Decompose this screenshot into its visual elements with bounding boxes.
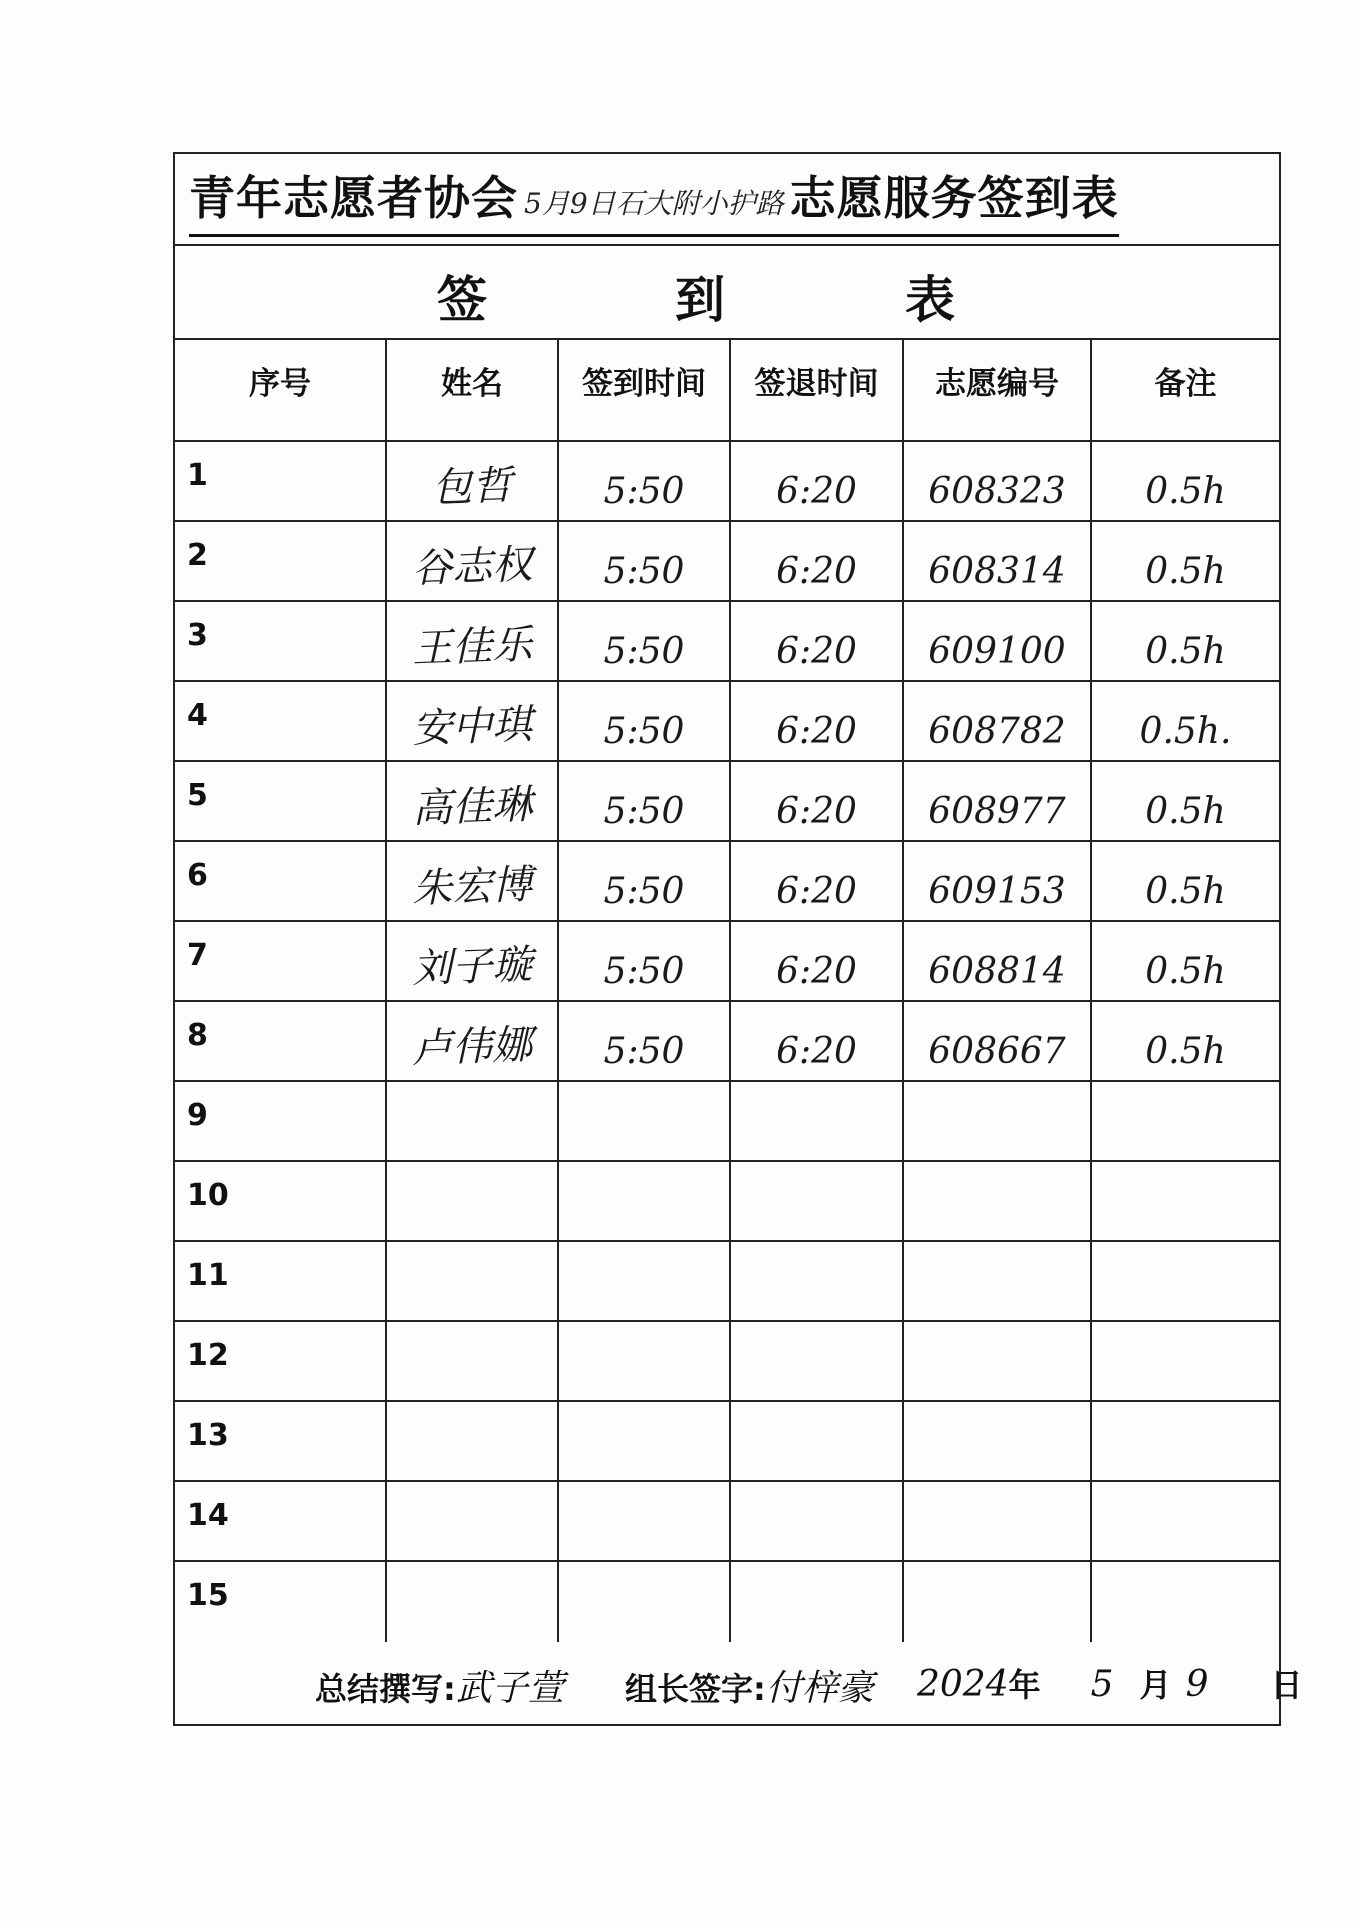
- table-cell-col-note: [1092, 602, 1279, 682]
- table-cell-col-volunteer-id: [904, 682, 1092, 762]
- row-number: 11: [187, 1258, 229, 1293]
- table-cell-col-volunteer-id: [904, 602, 1092, 682]
- table-cell-col-note: [1092, 1242, 1279, 1322]
- sign-out-value: 6:20: [776, 711, 857, 752]
- table-cell-col-sign-out: [731, 442, 904, 522]
- table-cell-col-index: [175, 1162, 387, 1242]
- volunteer-name: 安中琪: [411, 701, 533, 753]
- row-number: 14: [187, 1498, 229, 1533]
- table-cell-col-index: [175, 522, 387, 602]
- table-cell-col-name: [387, 922, 559, 1002]
- table-cell-col-note: [1092, 1002, 1279, 1082]
- volunteer-name: 卢伟娜: [411, 1021, 533, 1073]
- table-cell-col-sign-in: [559, 1322, 731, 1402]
- leader-label: 组长签字:: [625, 1670, 766, 1708]
- sign-in-value: 5:50: [603, 551, 685, 592]
- table-cell-col-sign-out: [731, 762, 904, 842]
- table-cell-col-sign-out: [731, 1002, 904, 1082]
- note-value: 0.5h.: [1139, 711, 1232, 752]
- table-cell-col-note: [1092, 1562, 1279, 1642]
- table-cell-col-note: [1092, 1482, 1279, 1562]
- table-cell-col-note: [1092, 842, 1279, 922]
- volunteer-name: [387, 1549, 557, 1555]
- title-row: [175, 154, 1279, 246]
- volunteer-name: 王佳乐: [411, 621, 533, 673]
- table-cell-col-note: [1092, 922, 1279, 1002]
- table-cell-col-name: [387, 1482, 559, 1562]
- note-value: 0.5h: [1145, 951, 1226, 992]
- sign-in-value: 5:50: [603, 471, 685, 512]
- volunteer-id-value: 609153: [928, 871, 1066, 912]
- title-org: 青年志愿者协会: [189, 171, 518, 225]
- table-cell-col-index: [175, 762, 387, 842]
- table-cell-col-sign-in: [559, 922, 731, 1002]
- table-cell-col-sign-in: [559, 1002, 731, 1082]
- sign-in-value: 5:50: [603, 871, 685, 912]
- table-cell-col-note: [1092, 1322, 1279, 1402]
- table-cell-col-volunteer-id: [904, 522, 1092, 602]
- table-cell-col-name: [387, 842, 559, 922]
- note-value: 0.5h: [1145, 791, 1226, 832]
- table-cell-col-sign-out: [731, 922, 904, 1002]
- table-cell-col-volunteer-id: [904, 1082, 1092, 1162]
- date-year: 2024: [917, 1664, 1009, 1705]
- table-cell-col-sign-in: [559, 602, 731, 682]
- sign-in-value: 5:50: [603, 951, 685, 992]
- row-number: 10: [187, 1178, 229, 1213]
- row-number: 2: [187, 538, 208, 573]
- table-cell-col-sign-out: [731, 1402, 904, 1482]
- table-cell-col-sign-in: [559, 1402, 731, 1482]
- volunteer-id-value: 609100: [928, 631, 1066, 672]
- subtitle-row: [175, 246, 1279, 340]
- table-cell-col-name: [387, 682, 559, 762]
- footer-row: [175, 1638, 1303, 1724]
- sign-in-value: 5:50: [603, 711, 685, 752]
- table-cell-col-volunteer-id: [904, 1562, 1092, 1642]
- row-number: 13: [187, 1418, 229, 1453]
- header-col-volunteer-id: [904, 340, 1092, 442]
- volunteer-name: [387, 1309, 557, 1315]
- header-col-index: [175, 340, 387, 442]
- sign-out-value: 6:20: [776, 631, 857, 672]
- subtitle-char: 签: [437, 271, 487, 329]
- table-cell-col-name: [387, 1402, 559, 1482]
- leader-sign: [625, 1660, 874, 1711]
- table-cell-col-volunteer-id: [904, 842, 1092, 922]
- table-cell-col-sign-out: [731, 1242, 904, 1322]
- column-header: 备注: [1154, 366, 1217, 402]
- table-cell-col-name: [387, 762, 559, 842]
- table-cell-col-note: [1092, 1082, 1279, 1162]
- row-number: 3: [187, 618, 208, 653]
- table-cell-col-sign-in: [559, 682, 731, 762]
- header-col-name: [387, 340, 559, 442]
- date-month-char: 月: [1139, 1666, 1172, 1704]
- table-cell-col-sign-in: [559, 1242, 731, 1322]
- volunteer-name: 谷志权: [411, 541, 533, 593]
- table-cell-col-name: [387, 1322, 559, 1402]
- table-cell-col-index: [175, 1002, 387, 1082]
- table-cell-col-name: [387, 442, 559, 522]
- date-day-char: 日: [1270, 1666, 1303, 1704]
- column-header: 姓名: [441, 366, 503, 402]
- table-cell-col-volunteer-id: [904, 1242, 1092, 1322]
- table-cell-col-sign-in: [559, 1162, 731, 1242]
- table-cell-col-note: [1092, 1402, 1279, 1482]
- volunteer-name: [387, 1469, 557, 1475]
- table-cell-col-sign-out: [731, 1562, 904, 1642]
- note-value: 0.5h: [1145, 871, 1226, 912]
- table-cell-col-sign-in: [559, 522, 731, 602]
- volunteer-name: 包哲: [431, 462, 513, 512]
- row-number: 12: [187, 1338, 229, 1373]
- column-header: 志愿编号: [935, 366, 1059, 402]
- date-month: 5: [1090, 1664, 1114, 1705]
- table-cell-col-sign-out: [731, 1482, 904, 1562]
- table-cell-col-volunteer-id: [904, 1322, 1092, 1402]
- table-cell-col-sign-out: [731, 1082, 904, 1162]
- table-cell-col-index: [175, 922, 387, 1002]
- table-cell-col-sign-in: [559, 1082, 731, 1162]
- table-cell-col-note: [1092, 682, 1279, 762]
- table-cell-col-index: [175, 1562, 387, 1642]
- table-cell-col-name: [387, 522, 559, 602]
- summary-label: 总结撰写:: [315, 1670, 456, 1708]
- column-header: 签退时间: [754, 366, 879, 402]
- volunteer-id-value: 608977: [928, 791, 1066, 832]
- table-cell-col-volunteer-id: [904, 1402, 1092, 1482]
- header-col-sign-in: [559, 340, 731, 442]
- volunteer-id-value: 608314: [928, 551, 1066, 592]
- note-value: 0.5h: [1145, 551, 1226, 592]
- sign-out-value: 6:20: [776, 471, 857, 512]
- table-cell-col-volunteer-id: [904, 922, 1092, 1002]
- table-cell-col-volunteer-id: [904, 762, 1092, 842]
- table-cell-col-sign-out: [731, 682, 904, 762]
- sign-out-value: 6:20: [776, 951, 857, 992]
- table-cell-col-index: [175, 1482, 387, 1562]
- date: [917, 1660, 1302, 1706]
- sign-in-sheet: [173, 152, 1303, 1726]
- volunteer-name: [387, 1149, 557, 1155]
- table-cell-col-index: [175, 1082, 387, 1162]
- volunteer-name: 朱宏博: [411, 861, 533, 913]
- table-cell-col-index: [175, 1242, 387, 1322]
- table-cell-col-name: [387, 1242, 559, 1322]
- table-cell-col-note: [1092, 762, 1279, 842]
- subtitle-char: 表: [905, 271, 955, 329]
- table-cell-col-sign-out: [731, 1162, 904, 1242]
- table-cell-col-name: [387, 1562, 559, 1642]
- table-cell-col-index: [175, 842, 387, 922]
- sign-out-value: 6:20: [776, 1031, 857, 1072]
- row-number: 9: [187, 1098, 208, 1133]
- table-cell-col-sign-in: [559, 842, 731, 922]
- note-value: 0.5h: [1145, 471, 1226, 512]
- header-col-note: [1092, 340, 1279, 442]
- table-cell-col-sign-out: [731, 602, 904, 682]
- table-cell-col-volunteer-id: [904, 1002, 1092, 1082]
- table-cell-col-sign-out: [731, 842, 904, 922]
- row-number: 6: [187, 858, 208, 893]
- table-cell-col-sign-in: [559, 1482, 731, 1562]
- volunteer-id-value: 608323: [928, 471, 1066, 512]
- volunteer-name: 高佳琳: [411, 781, 533, 833]
- column-header: 签到时间: [582, 366, 706, 402]
- volunteer-id-value: 608782: [928, 711, 1066, 752]
- row-number: 8: [187, 1018, 208, 1053]
- table-cell-col-name: [387, 1002, 559, 1082]
- volunteer-name: [387, 1389, 557, 1395]
- table-cell-col-sign-in: [559, 762, 731, 842]
- sign-in-table: [175, 340, 1279, 1638]
- volunteer-name: [387, 1229, 557, 1235]
- volunteer-name: [387, 1631, 557, 1637]
- row-number: 4: [187, 698, 208, 733]
- table-cell-col-name: [387, 602, 559, 682]
- volunteer-name: 刘子璇: [411, 941, 533, 993]
- table-cell-col-sign-in: [559, 1562, 731, 1642]
- table-cell-col-sign-out: [731, 522, 904, 602]
- sign-out-value: 6:20: [776, 871, 857, 912]
- table-cell-col-volunteer-id: [904, 1482, 1092, 1562]
- summary-writer: [315, 1660, 564, 1711]
- sign-in-value: 5:50: [603, 791, 685, 832]
- table-cell-col-volunteer-id: [904, 442, 1092, 522]
- row-number: 1: [187, 458, 208, 493]
- table-cell-col-sign-out: [731, 1322, 904, 1402]
- column-header: 序号: [249, 366, 311, 402]
- table-cell-col-index: [175, 602, 387, 682]
- date-year-char: 年: [1008, 1666, 1041, 1704]
- row-number: 15: [187, 1578, 229, 1613]
- header-col-sign-out: [731, 340, 904, 442]
- table-cell-col-index: [175, 442, 387, 522]
- note-value: 0.5h: [1145, 1031, 1226, 1072]
- subtitle-char: 到: [675, 271, 725, 329]
- summary-signature: 武子萱: [455, 1668, 564, 1709]
- table-cell-col-note: [1092, 522, 1279, 602]
- table-cell-col-note: [1092, 1162, 1279, 1242]
- row-number: 7: [187, 938, 208, 973]
- table-cell-col-name: [387, 1162, 559, 1242]
- table-cell-col-sign-in: [559, 442, 731, 522]
- sheet-title: [189, 168, 1119, 237]
- table-cell-col-index: [175, 682, 387, 762]
- title-suffix: 志愿服务签到表: [789, 171, 1119, 225]
- table-cell-col-note: [1092, 442, 1279, 522]
- table-cell-col-volunteer-id: [904, 1162, 1092, 1242]
- table-cell-col-name: [387, 1082, 559, 1162]
- sign-out-value: 6:20: [776, 551, 857, 592]
- sign-in-value: 5:50: [603, 631, 685, 672]
- title-handwritten-event: 5月9日石大附小护路: [524, 187, 784, 220]
- volunteer-id-value: 608667: [928, 1031, 1066, 1072]
- table-cell-col-index: [175, 1322, 387, 1402]
- volunteer-id-value: 608814: [928, 951, 1066, 992]
- row-number: 5: [187, 778, 208, 813]
- note-value: 0.5h: [1145, 631, 1226, 672]
- sign-in-value: 5:50: [603, 1031, 685, 1072]
- leader-signature: 付梓豪: [765, 1668, 874, 1709]
- table-cell-col-index: [175, 1402, 387, 1482]
- sign-out-value: 6:20: [776, 791, 857, 832]
- date-day: 9: [1185, 1664, 1209, 1705]
